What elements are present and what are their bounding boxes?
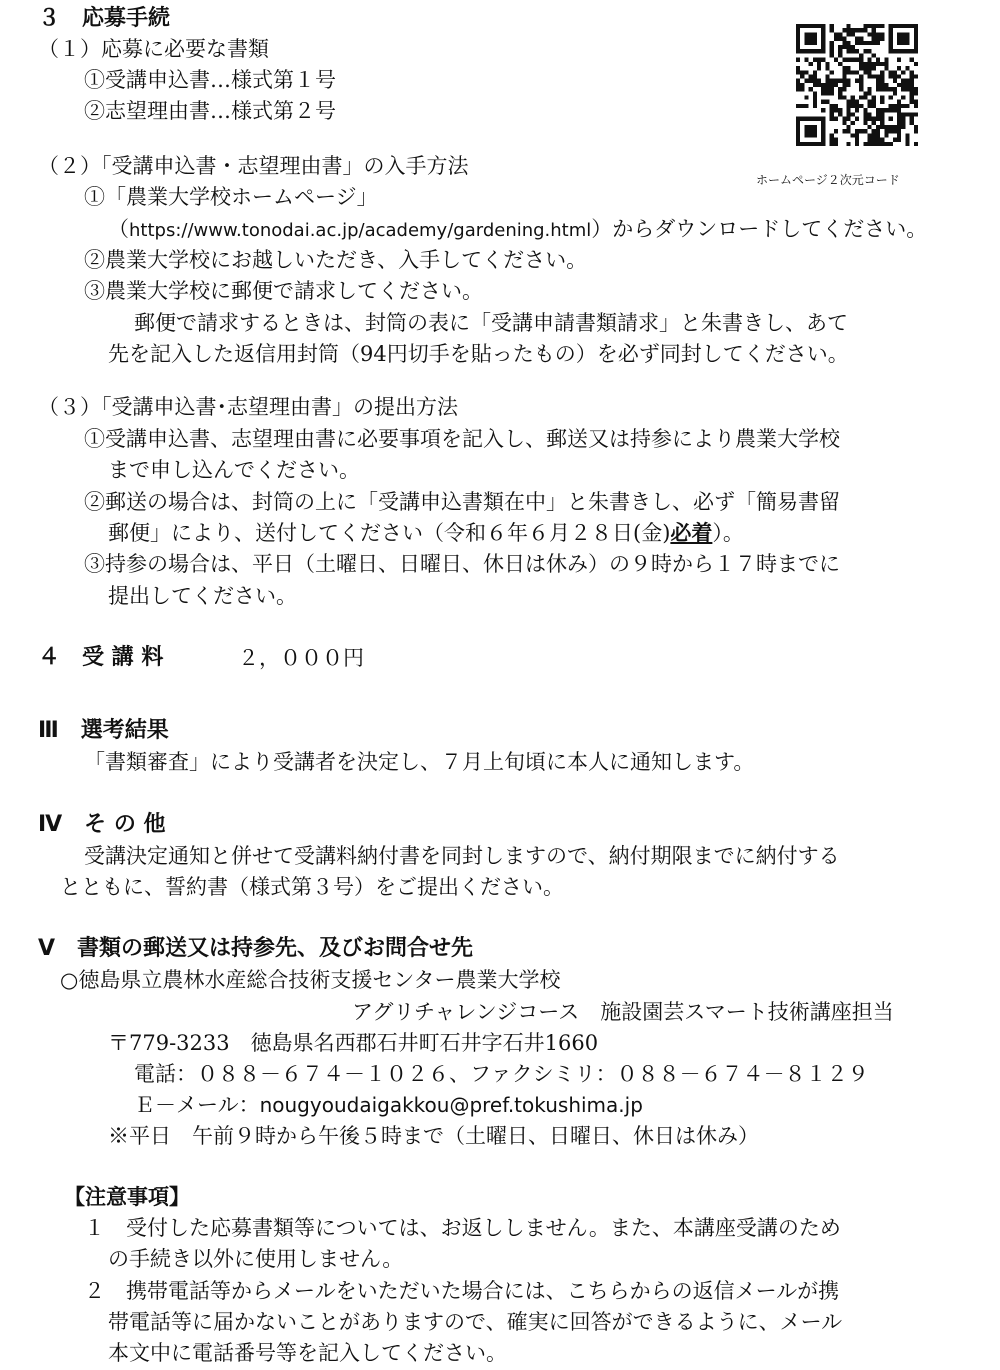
section-IV-title: Ⅳ そ の 他: [38, 812, 166, 837]
obtain-url-line: [108, 214, 927, 246]
contact-department: アグリチャレンジコース 施設園芸スマート技術講座担当: [352, 1000, 894, 1024]
obtain-item-3-detail-2: 先を記入した返信用封筒（94円切手を貼ったもの）を必ず同封してください。: [108, 342, 849, 366]
email-label: Ｅ－メール：: [134, 1093, 260, 1117]
note-2-line-3: 本文中に電話番号等を記入してください。: [108, 1341, 507, 1365]
notes-title: 【注意事項】: [64, 1185, 190, 1209]
note-1-line-2: の手続き以外に使用しません。: [108, 1247, 404, 1271]
obtain-item-2: ②農業大学校にお越しいただき、入手してください。: [84, 248, 588, 272]
obtain-item-1-label: ①「農業大学校ホームページ」: [84, 185, 378, 209]
section-4-title: ４ 受 講 料: [38, 645, 164, 670]
submit-item-2b: [108, 518, 744, 548]
selection-result-text: 「書類審査」により受講者を決定し、７月上旬頃に本人に通知します。: [84, 750, 755, 774]
required-doc-item-1: ①受講申込書…様式第１号: [84, 68, 336, 92]
required-doc-item-2: ②志望理由書…様式第２号: [84, 99, 336, 123]
note-2-line-2: 帯電話等に届かないことがありますので、確実に回答ができるように、メール: [108, 1310, 843, 1334]
submit-item-1a: ①受講申込書、志望理由書に必要事項を記入し、郵送又は持参により農業大学校: [84, 427, 840, 451]
section-3-title: ３ 応募手続: [38, 6, 171, 31]
subsection-3-heading: （３）「受講申込書･志望理由書」の提出方法: [38, 395, 458, 419]
contact-phone-fax: 電話：０８８－６７４－１０２６、ファクシミリ：０８８－６７４－８１２９: [134, 1062, 869, 1086]
submit-item-1b: まで申し込んでください。: [108, 458, 360, 482]
submit-item-2b-text: 郵便」により、送付してください（令和６年６月２８日(金): [108, 521, 671, 545]
contact-hours: ※平日 午前９時から午後５時まで（土曜日、日曜日、休日は休み）: [108, 1124, 759, 1148]
obtain-item-3: ③農業大学校に郵便で請求してください。: [84, 279, 483, 303]
note-1-wrap: め: [819, 1216, 841, 1240]
section-III-title: Ⅲ 選考結果: [38, 718, 169, 743]
other-text-1: 受講決定通知と併せて受講料納付書を同封しますので、納付期限までに納付する: [84, 844, 840, 868]
contact-organization: ○徳島県立農林水産総合技術支援センター農業大学校: [60, 968, 561, 992]
section-V-title: Ⅴ 書類の郵送又は持参先、及びお問合せ先: [38, 936, 474, 961]
other-text-2: とともに、誓約書（様式第３号）をご提出ください。: [60, 875, 564, 899]
must-arrive-emphasis: 必着: [670, 520, 713, 545]
submit-item-3a: ③持参の場合は、平日（土曜日、日曜日、休日は休み）の９時から１７時までに: [84, 552, 840, 576]
note-1-text: １ 受付した応募書類等については、お返ししません。また、本講座受講のた: [84, 1216, 820, 1240]
obtain-item-3-detail-1: 郵便で請求するときは、封筒の表に「受講申請書類請求」と朱書きし、あて: [134, 311, 848, 335]
submit-item-2b-close: ）。: [712, 521, 744, 545]
homepage-url-link[interactable]: https://www.tonodai.ac.jp/academy/gardening.html: [129, 220, 592, 241]
note-2-line-1: ２ 携帯電話等からメールをいただいた場合には、こちらからの返信メールが携: [84, 1279, 840, 1303]
submit-item-3b: 提出してください。: [108, 584, 297, 608]
qr-code-caption: ホームページ２次元コード: [756, 173, 900, 187]
submit-item-2a: ②郵送の場合は、封筒の上に「受講申込書類在中」と朱書きし、必ず「簡易書留: [84, 490, 840, 514]
note-1-line-1: [84, 1213, 841, 1243]
url-open-paren: （: [108, 217, 129, 241]
contact-email-line: [134, 1090, 643, 1120]
url-close-text: ）からダウンロードしてください。: [591, 217, 928, 241]
email-link[interactable]: nougyoudaigakkou@pref.tokushima.jp: [259, 1093, 643, 1117]
subsection-2-heading: （２）「受講申込書・志望理由書」の入手方法: [38, 154, 469, 178]
subsection-1-heading: （１）応募に必要な書類: [38, 37, 269, 61]
homepage-qr-code-icon[interactable]: [796, 24, 918, 146]
fee-amount: ２，０００円: [238, 646, 364, 670]
contact-address: 〒779-3233 徳島県名西郡石井町石井字石井1660: [108, 1031, 599, 1055]
qr-code-graphic: [796, 24, 918, 146]
